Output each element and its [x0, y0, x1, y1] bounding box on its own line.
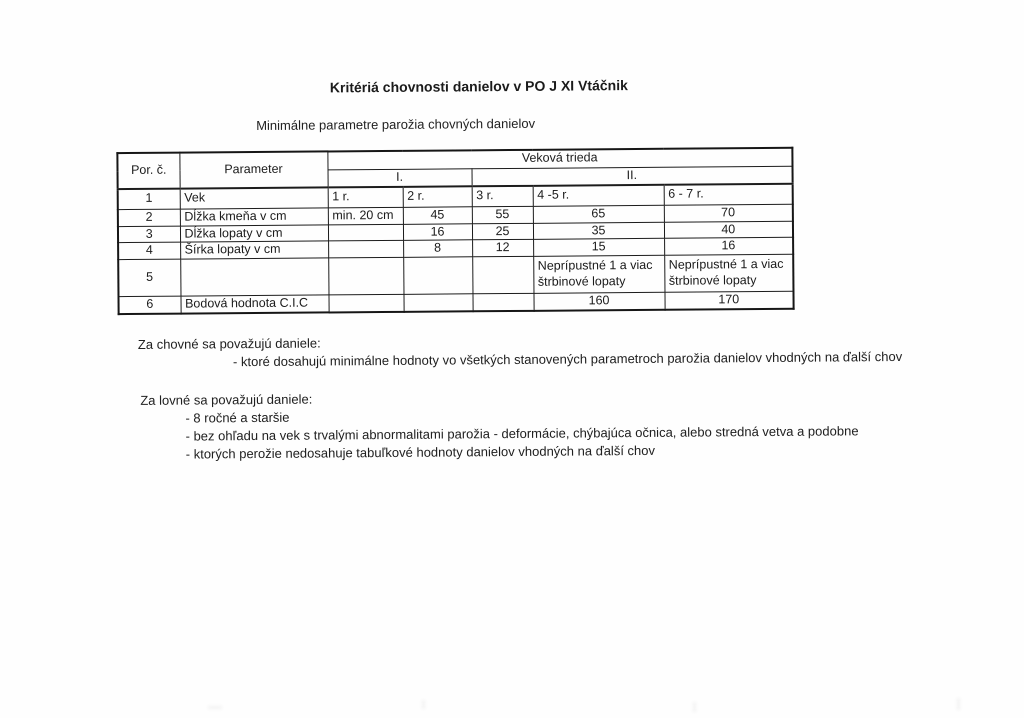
note-lovne-item-1: - 8 ročné a staršie — [185, 409, 290, 426]
value-cell — [472, 256, 533, 293]
row-number: 6 — [118, 296, 180, 314]
note-lovne-item-2: - bez ohľadu na vek s trvalými abnormalitami parožia - deformácie, chýbajúca očnica, alebo stredná vetva a podobne — [185, 423, 859, 444]
header-group-2: II. — [472, 166, 793, 187]
value-cell — [403, 294, 472, 313]
header-group-1: I. — [328, 168, 472, 187]
value-cell: 35 — [533, 222, 664, 240]
parameter-cell: Dĺžka lopaty v cm — [180, 224, 328, 242]
value-cell: 45 — [403, 206, 472, 224]
note-chovne-label: Za chovné sa považujú daniele: — [137, 335, 321, 352]
value-cell — [328, 257, 403, 295]
value-cell: 160 — [533, 292, 664, 311]
age-label-3r: 3 r. — [472, 186, 533, 206]
scan-artifact — [957, 698, 960, 710]
row-number: 4 — [118, 242, 180, 259]
value-cell — [472, 293, 533, 311]
value-cell: 70 — [664, 204, 793, 222]
value-cell: 170 — [664, 291, 793, 310]
note-lovne-label: Za lovné sa považujú daniele: — [140, 391, 313, 408]
age-label-6-7r: 6 - 7 r. — [664, 184, 793, 205]
parameter-cell: Šírka lopaty v cm — [180, 241, 328, 259]
value-cell: 16 — [403, 223, 472, 240]
age-label-4-5r: 4 -5 r. — [533, 185, 664, 206]
header-parameter: Parameter — [179, 151, 327, 188]
value-cell — [328, 224, 403, 241]
header-por-c: Por. č. — [117, 153, 179, 189]
scan-artifact — [208, 706, 222, 709]
value-cell — [328, 294, 403, 313]
scan-artifact — [422, 700, 425, 709]
value-cell — [328, 240, 403, 257]
value-cell: 25 — [472, 223, 533, 240]
row-number: 2 — [118, 209, 180, 226]
value-cell: Neprípustné 1 a viac štrbinové lopaty — [664, 254, 793, 292]
note-chovne-item-1: - ktoré dosahujú minimálne hodnoty vo všetkých stanovených parametroch parožia danielov vhodných na ďalší chov — [232, 348, 903, 370]
value-cell: 12 — [472, 239, 533, 256]
value-cell: 55 — [472, 206, 533, 223]
value-cell: Neprípustné 1 a viac štrbinové lopaty — [533, 255, 664, 293]
criteria-table — [116, 147, 794, 316]
header-vekova-trieda: Veková trieda — [327, 148, 792, 170]
value-cell — [403, 257, 472, 295]
age-label-1r: 1 r. — [328, 187, 403, 208]
parameter-cell: Vek — [180, 187, 328, 208]
parameter-cell — [180, 258, 328, 296]
parameter-cell: Dĺžka kmeňa v cm — [180, 207, 328, 225]
value-cell: 16 — [664, 237, 793, 255]
note-lovne-item-3: - ktorých perožie nedosahuje tabuľkové hodnoty danielov vhodných na ďalší chov — [185, 442, 656, 462]
value-cell: 65 — [533, 205, 664, 223]
row-number: 1 — [118, 189, 180, 209]
value-cell: 15 — [533, 238, 664, 256]
table-row-nepripustne — [118, 254, 793, 296]
age-label-2r: 2 r. — [403, 186, 472, 207]
parameter-cell: Bodová hodnota C.I.C — [180, 295, 328, 314]
document-subtitle: Minimálne parametre parožia chovných danielov — [256, 115, 536, 134]
row-number: 5 — [118, 259, 180, 296]
value-cell: min. 20 cm — [328, 207, 403, 225]
value-cell: 8 — [403, 240, 472, 257]
value-cell: 40 — [664, 221, 793, 239]
row-number: 3 — [118, 226, 180, 243]
scan-artifact — [693, 702, 696, 712]
document-title: Kritériá chovnosti danielov v PO J XI Vtáčnik — [329, 77, 628, 96]
